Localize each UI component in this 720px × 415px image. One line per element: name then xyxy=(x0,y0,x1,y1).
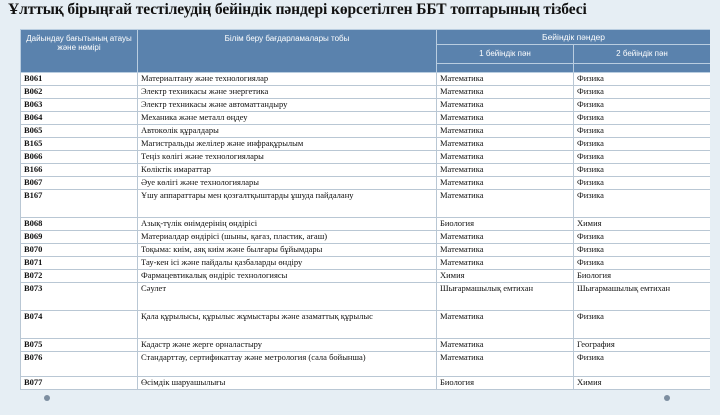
row-code: В073 xyxy=(21,283,138,311)
row-program-name: Тоқыма: киім, аяқ киім және былғары бұйымдары xyxy=(138,244,437,257)
table-row xyxy=(21,257,711,270)
table-row xyxy=(21,231,711,244)
row-subject-2: Физика xyxy=(574,164,711,177)
table-row xyxy=(21,377,711,390)
table-row xyxy=(21,244,711,257)
row-subject-2: Химия xyxy=(574,377,711,390)
row-subject-1: Математика xyxy=(437,311,574,339)
row-program-name: Қала құрылысы, құрылыс жұмыстары және азаматтық құрылыс xyxy=(138,311,437,339)
row-code: В166 xyxy=(21,164,138,177)
row-program-name: Электр техникасы және энергетика xyxy=(138,86,437,99)
table-row xyxy=(21,190,711,218)
row-program-name: Фармацевтикалық өндіріс технологиясы xyxy=(138,270,437,283)
row-code: В069 xyxy=(21,231,138,244)
table-row xyxy=(21,164,711,177)
row-subject-2: Физика xyxy=(574,231,711,244)
table-row xyxy=(21,177,711,190)
row-code: В167 xyxy=(21,190,138,218)
table-body xyxy=(21,73,711,390)
row-code: В075 xyxy=(21,339,138,352)
row-program-name: Автокөлік құралдары xyxy=(138,125,437,138)
table-row xyxy=(21,311,711,339)
table-row xyxy=(21,352,711,377)
row-subject-2: Физика xyxy=(574,244,711,257)
row-subject-2: Физика xyxy=(574,86,711,99)
row-code: В068 xyxy=(21,218,138,231)
row-subject-1: Математика xyxy=(437,177,574,190)
row-subject-1: Химия xyxy=(437,270,574,283)
row-code: В065 xyxy=(21,125,138,138)
row-subject-2: Физика xyxy=(574,311,711,339)
row-subject-1: Математика xyxy=(437,231,574,244)
table-row xyxy=(21,283,711,311)
row-subject-2: Физика xyxy=(574,112,711,125)
row-code: В061 xyxy=(21,73,138,86)
table-row xyxy=(21,339,711,352)
row-code: В076 xyxy=(21,352,138,377)
row-subject-2: Биология xyxy=(574,270,711,283)
row-code: В070 xyxy=(21,244,138,257)
row-subject-2: Физика xyxy=(574,73,711,86)
row-program-name: Ұшу аппараттары мен қозғалтқыштарды ұшуда пайдалану xyxy=(138,190,437,218)
row-subject-2: Физика xyxy=(574,177,711,190)
row-code: В063 xyxy=(21,99,138,112)
row-program-name: Сәулет xyxy=(138,283,437,311)
subjects-table xyxy=(20,29,710,390)
table-row xyxy=(21,73,711,86)
header-subject-1: 1 бейіндік пән xyxy=(437,44,574,63)
table-row xyxy=(21,125,711,138)
table-row xyxy=(21,218,711,231)
slide-handle-right xyxy=(664,395,670,401)
header-direction: Дайындау бағытының атауы және нөмірі xyxy=(21,30,138,73)
row-code: В165 xyxy=(21,138,138,151)
row-subject-2: Физика xyxy=(574,99,711,112)
row-subject-1: Математика xyxy=(437,112,574,125)
row-program-name: Кадастр және жерге орналастыру xyxy=(138,339,437,352)
row-subject-1: Биология xyxy=(437,218,574,231)
row-subject-1: Математика xyxy=(437,244,574,257)
row-program-name: Азық-түлік өнімдерінің өндірісі xyxy=(138,218,437,231)
row-subject-1: Математика xyxy=(437,352,574,377)
row-code: В072 xyxy=(21,270,138,283)
row-subject-1: Математика xyxy=(437,151,574,164)
row-subject-1: Математика xyxy=(437,99,574,112)
row-subject-2: Шығармашылық емтихан xyxy=(574,283,711,311)
row-program-name: Көліктік имараттар xyxy=(138,164,437,177)
row-code: В071 xyxy=(21,257,138,270)
table-row xyxy=(21,138,711,151)
row-program-name: Тау-кен ісі және пайдалы қазбаларды өндіру xyxy=(138,257,437,270)
row-code: В066 xyxy=(21,151,138,164)
row-subject-1: Математика xyxy=(437,164,574,177)
table-row xyxy=(21,270,711,283)
subjects-table-container xyxy=(20,29,710,415)
row-program-name: Стандарттау, сертификаттау және метрология (сала бойынша) xyxy=(138,352,437,377)
row-program-name: Механика және металл өңдеу xyxy=(138,112,437,125)
row-subject-1: Математика xyxy=(437,73,574,86)
row-subject-1: Математика xyxy=(437,257,574,270)
row-subject-1: Шығармашылық емтихан xyxy=(437,283,574,311)
row-program-name: Электр техникасы және автоматтандыру xyxy=(138,99,437,112)
header-profile-subjects: Бейіндік пәндер xyxy=(437,30,711,45)
table-row xyxy=(21,151,711,164)
row-program-name: Өсімдік шаруашылығы xyxy=(138,377,437,390)
row-program-name: Материалдар өндірісі (шыны, қағаз, пластик, ағаш) xyxy=(138,231,437,244)
row-subject-2: Физика xyxy=(574,125,711,138)
row-subject-1: Математика xyxy=(437,190,574,218)
table-row xyxy=(21,112,711,125)
header-program-group: Білім беру бағдарламалары тобы xyxy=(138,30,437,73)
table-row xyxy=(21,99,711,112)
row-subject-1: Математика xyxy=(437,125,574,138)
row-code: В077 xyxy=(21,377,138,390)
row-subject-1: Математика xyxy=(437,339,574,352)
table-row xyxy=(21,86,711,99)
row-subject-2: Физика xyxy=(574,257,711,270)
slide-handle-left xyxy=(44,395,50,401)
row-subject-2: География xyxy=(574,339,711,352)
row-program-name: Теңіз көлігі және технологиялары xyxy=(138,151,437,164)
row-code: В062 xyxy=(21,86,138,99)
row-subject-1: Математика xyxy=(437,86,574,99)
row-code: В064 xyxy=(21,112,138,125)
row-code: В074 xyxy=(21,311,138,339)
row-subject-1: Биология xyxy=(437,377,574,390)
header-subject-2: 2 бейіндік пән xyxy=(574,44,711,63)
row-subject-2: Физика xyxy=(574,138,711,151)
row-program-name: Магистральды желілер және инфрақұрылым xyxy=(138,138,437,151)
page-title: Ұлттық бірыңғай тестілеудің бейіндік пәндері көрсетілген ББТ топтарының тізбесі xyxy=(8,1,587,18)
row-subject-2: Физика xyxy=(574,190,711,218)
row-program-name: Материалтану және технологиялар xyxy=(138,73,437,86)
row-subject-1: Математика xyxy=(437,138,574,151)
row-program-name: Әуе көлігі және технологиялары xyxy=(138,177,437,190)
row-subject-2: Химия xyxy=(574,218,711,231)
row-subject-2: Физика xyxy=(574,352,711,377)
row-code: В067 xyxy=(21,177,138,190)
table-header xyxy=(21,30,711,73)
row-subject-2: Физика xyxy=(574,151,711,164)
